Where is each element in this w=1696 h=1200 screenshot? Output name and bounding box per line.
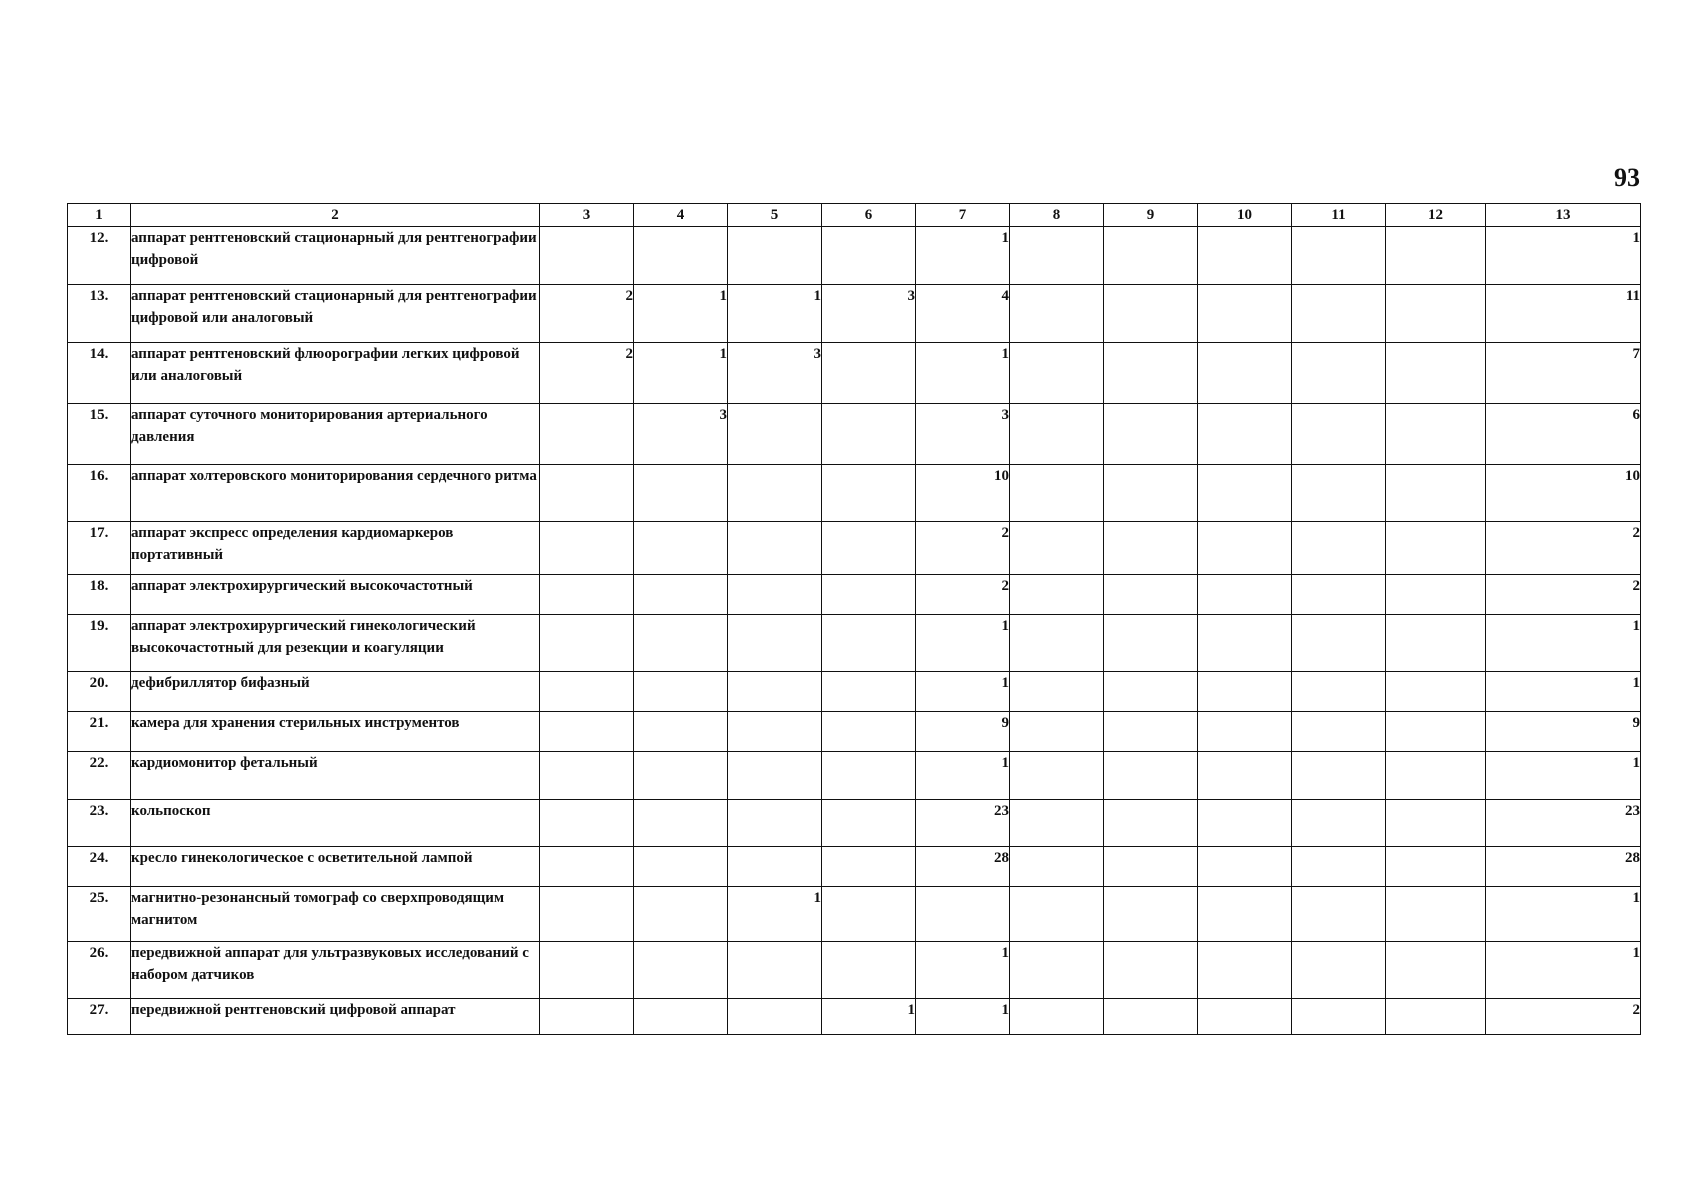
- value-cell-12: [1386, 343, 1486, 404]
- value-cell-13: 23: [1486, 800, 1641, 847]
- value-cell-6: [822, 465, 916, 522]
- value-cell-3: [540, 465, 634, 522]
- equipment-name: передвижной рентгеновский цифровой аппарат: [131, 999, 540, 1035]
- row-number: 12.: [68, 227, 131, 285]
- value-cell-12: [1386, 887, 1486, 942]
- table-row: [68, 847, 1641, 887]
- row-number: 16.: [68, 465, 131, 522]
- value-cell-9: [1104, 404, 1198, 465]
- value-cell-6: [822, 227, 916, 285]
- column-header-2: 2: [131, 204, 540, 227]
- value-cell-9: [1104, 847, 1198, 887]
- value-cell-13: 1: [1486, 942, 1641, 999]
- value-cell-3: [540, 847, 634, 887]
- table-row: [68, 752, 1641, 800]
- table-row: [68, 942, 1641, 999]
- column-header-12: 12: [1386, 204, 1486, 227]
- value-cell-7: 2: [916, 522, 1010, 575]
- value-cell-4: [634, 800, 728, 847]
- row-number: 19.: [68, 615, 131, 672]
- value-cell-12: [1386, 800, 1486, 847]
- value-cell-3: [540, 227, 634, 285]
- value-cell-13: 1: [1486, 227, 1641, 285]
- value-cell-7: 3: [916, 404, 1010, 465]
- value-cell-7: 1: [916, 343, 1010, 404]
- value-cell-8: [1010, 672, 1104, 712]
- row-number: 14.: [68, 343, 131, 404]
- value-cell-9: [1104, 343, 1198, 404]
- value-cell-3: [540, 942, 634, 999]
- value-cell-6: 3: [822, 285, 916, 343]
- value-cell-11: [1292, 227, 1386, 285]
- value-cell-3: [540, 404, 634, 465]
- column-header-4: 4: [634, 204, 728, 227]
- table-row: [68, 615, 1641, 672]
- value-cell-12: [1386, 942, 1486, 999]
- value-cell-3: 2: [540, 285, 634, 343]
- value-cell-10: [1198, 712, 1292, 752]
- value-cell-4: [634, 615, 728, 672]
- value-cell-4: [634, 672, 728, 712]
- column-header-10: 10: [1198, 204, 1292, 227]
- value-cell-8: [1010, 343, 1104, 404]
- value-cell-5: [728, 404, 822, 465]
- value-cell-9: [1104, 942, 1198, 999]
- value-cell-8: [1010, 999, 1104, 1035]
- value-cell-10: [1198, 999, 1292, 1035]
- value-cell-9: [1104, 999, 1198, 1035]
- equipment-table: [67, 203, 1641, 1035]
- equipment-name: аппарат электрохирургический высокочастотный: [131, 575, 540, 615]
- value-cell-5: [728, 847, 822, 887]
- value-cell-9: [1104, 672, 1198, 712]
- row-number: 27.: [68, 999, 131, 1035]
- value-cell-6: [822, 343, 916, 404]
- equipment-name: магнитно-резонансный томограф со сверхпроводящим магнитом: [131, 887, 540, 942]
- value-cell-11: [1292, 522, 1386, 575]
- value-cell-12: [1386, 672, 1486, 712]
- column-header-3: 3: [540, 204, 634, 227]
- value-cell-6: [822, 672, 916, 712]
- value-cell-7: 10: [916, 465, 1010, 522]
- value-cell-10: [1198, 465, 1292, 522]
- equipment-name: аппарат рентгеновский флюорографии легких цифровой или аналоговый: [131, 343, 540, 404]
- value-cell-9: [1104, 887, 1198, 942]
- value-cell-12: [1386, 712, 1486, 752]
- value-cell-8: [1010, 285, 1104, 343]
- value-cell-13: 2: [1486, 575, 1641, 615]
- value-cell-11: [1292, 672, 1386, 712]
- value-cell-10: [1198, 522, 1292, 575]
- value-cell-12: [1386, 752, 1486, 800]
- row-number: 15.: [68, 404, 131, 465]
- value-cell-9: [1104, 285, 1198, 343]
- equipment-name: аппарат суточного мониторирования артериального давления: [131, 404, 540, 465]
- value-cell-3: [540, 672, 634, 712]
- value-cell-11: [1292, 887, 1386, 942]
- value-cell-8: [1010, 712, 1104, 752]
- value-cell-8: [1010, 752, 1104, 800]
- value-cell-7: 9: [916, 712, 1010, 752]
- value-cell-5: [728, 522, 822, 575]
- value-cell-3: 2: [540, 343, 634, 404]
- value-cell-7: [916, 887, 1010, 942]
- equipment-name: аппарат рентгеновский стационарный для рентгенографии цифровой или аналоговый: [131, 285, 540, 343]
- value-cell-13: 1: [1486, 615, 1641, 672]
- value-cell-4: [634, 847, 728, 887]
- value-cell-13: 7: [1486, 343, 1641, 404]
- value-cell-8: [1010, 465, 1104, 522]
- equipment-name: кресло гинекологическое с осветительной лампой: [131, 847, 540, 887]
- value-cell-8: [1010, 522, 1104, 575]
- value-cell-13: 2: [1486, 999, 1641, 1035]
- value-cell-11: [1292, 847, 1386, 887]
- row-number: 17.: [68, 522, 131, 575]
- value-cell-4: 1: [634, 343, 728, 404]
- value-cell-6: [822, 800, 916, 847]
- value-cell-4: [634, 942, 728, 999]
- value-cell-6: [822, 847, 916, 887]
- value-cell-7: 1: [916, 942, 1010, 999]
- equipment-name: аппарат рентгеновский стационарный для рентгенографии цифровой: [131, 227, 540, 285]
- value-cell-12: [1386, 404, 1486, 465]
- column-header-13: 13: [1486, 204, 1641, 227]
- value-cell-6: [822, 615, 916, 672]
- value-cell-7: 1: [916, 999, 1010, 1035]
- table-row: [68, 575, 1641, 615]
- table-row: [68, 404, 1641, 465]
- value-cell-11: [1292, 285, 1386, 343]
- table-row: [68, 887, 1641, 942]
- value-cell-6: [822, 942, 916, 999]
- value-cell-4: [634, 712, 728, 752]
- column-header-9: 9: [1104, 204, 1198, 227]
- value-cell-12: [1386, 227, 1486, 285]
- value-cell-11: [1292, 800, 1386, 847]
- value-cell-11: [1292, 752, 1386, 800]
- value-cell-12: [1386, 575, 1486, 615]
- row-number: 23.: [68, 800, 131, 847]
- value-cell-6: [822, 887, 916, 942]
- value-cell-8: [1010, 227, 1104, 285]
- value-cell-9: [1104, 465, 1198, 522]
- value-cell-11: [1292, 942, 1386, 999]
- value-cell-13: 9: [1486, 712, 1641, 752]
- value-cell-5: 1: [728, 285, 822, 343]
- value-cell-5: [728, 800, 822, 847]
- value-cell-3: [540, 999, 634, 1035]
- value-cell-13: 2: [1486, 522, 1641, 575]
- value-cell-12: [1386, 847, 1486, 887]
- value-cell-8: [1010, 800, 1104, 847]
- value-cell-10: [1198, 847, 1292, 887]
- value-cell-3: [540, 575, 634, 615]
- value-cell-6: [822, 752, 916, 800]
- column-header-11: 11: [1292, 204, 1386, 227]
- table-body: [68, 227, 1641, 1035]
- equipment-name: дефибриллятор бифазный: [131, 672, 540, 712]
- value-cell-10: [1198, 672, 1292, 712]
- value-cell-13: 1: [1486, 752, 1641, 800]
- value-cell-9: [1104, 800, 1198, 847]
- value-cell-8: [1010, 575, 1104, 615]
- value-cell-9: [1104, 615, 1198, 672]
- value-cell-10: [1198, 615, 1292, 672]
- value-cell-10: [1198, 575, 1292, 615]
- value-cell-6: [822, 712, 916, 752]
- column-header-1: 1: [68, 204, 131, 227]
- table-row: [68, 672, 1641, 712]
- equipment-name: передвижной аппарат для ультразвуковых исследований с набором датчиков: [131, 942, 540, 999]
- header-row: [68, 204, 1641, 227]
- value-cell-11: [1292, 999, 1386, 1035]
- row-number: 24.: [68, 847, 131, 887]
- value-cell-3: [540, 800, 634, 847]
- value-cell-3: [540, 712, 634, 752]
- value-cell-5: [728, 575, 822, 615]
- table-row: [68, 999, 1641, 1035]
- page-number: 93: [1614, 163, 1640, 192]
- value-cell-4: [634, 887, 728, 942]
- table-row: [68, 343, 1641, 404]
- value-cell-6: 1: [822, 999, 916, 1035]
- value-cell-3: [540, 615, 634, 672]
- table-row: [68, 227, 1641, 285]
- row-number: 18.: [68, 575, 131, 615]
- value-cell-4: [634, 465, 728, 522]
- equipment-name: аппарат электрохирургический гинекологический высокочастотный для резекции и коагуляции: [131, 615, 540, 672]
- value-cell-12: [1386, 465, 1486, 522]
- value-cell-5: [728, 712, 822, 752]
- value-cell-3: [540, 522, 634, 575]
- value-cell-10: [1198, 942, 1292, 999]
- row-number: 26.: [68, 942, 131, 999]
- value-cell-8: [1010, 887, 1104, 942]
- value-cell-11: [1292, 615, 1386, 672]
- equipment-name: аппарат холтеровского мониторирования сердечного ритма: [131, 465, 540, 522]
- value-cell-12: [1386, 615, 1486, 672]
- table-row: [68, 465, 1641, 522]
- value-cell-9: [1104, 575, 1198, 615]
- value-cell-8: [1010, 847, 1104, 887]
- column-header-8: 8: [1010, 204, 1104, 227]
- value-cell-7: 2: [916, 575, 1010, 615]
- value-cell-7: 1: [916, 752, 1010, 800]
- value-cell-4: [634, 752, 728, 800]
- value-cell-13: 1: [1486, 672, 1641, 712]
- value-cell-11: [1292, 575, 1386, 615]
- value-cell-10: [1198, 227, 1292, 285]
- value-cell-9: [1104, 522, 1198, 575]
- value-cell-4: [634, 522, 728, 575]
- value-cell-13: 1: [1486, 887, 1641, 942]
- table-row: [68, 800, 1641, 847]
- value-cell-12: [1386, 285, 1486, 343]
- value-cell-13: 11: [1486, 285, 1641, 343]
- value-cell-13: 10: [1486, 465, 1641, 522]
- value-cell-7: 1: [916, 672, 1010, 712]
- value-cell-12: [1386, 522, 1486, 575]
- value-cell-10: [1198, 285, 1292, 343]
- value-cell-5: 3: [728, 343, 822, 404]
- table-row: [68, 285, 1641, 343]
- value-cell-11: [1292, 343, 1386, 404]
- value-cell-5: [728, 752, 822, 800]
- value-cell-10: [1198, 887, 1292, 942]
- equipment-name: кардиомонитор фетальный: [131, 752, 540, 800]
- value-cell-10: [1198, 343, 1292, 404]
- row-number: 25.: [68, 887, 131, 942]
- value-cell-5: [728, 942, 822, 999]
- value-cell-9: [1104, 227, 1198, 285]
- row-number: 21.: [68, 712, 131, 752]
- value-cell-10: [1198, 752, 1292, 800]
- column-header-5: 5: [728, 204, 822, 227]
- value-cell-5: 1: [728, 887, 822, 942]
- equipment-name: камера для хранения стерильных инструментов: [131, 712, 540, 752]
- value-cell-5: [728, 465, 822, 522]
- value-cell-4: [634, 227, 728, 285]
- value-cell-7: 4: [916, 285, 1010, 343]
- row-number: 22.: [68, 752, 131, 800]
- equipment-name: кольпоскоп: [131, 800, 540, 847]
- value-cell-10: [1198, 800, 1292, 847]
- table-header: [68, 204, 1641, 227]
- value-cell-13: 6: [1486, 404, 1641, 465]
- value-cell-5: [728, 999, 822, 1035]
- value-cell-6: [822, 404, 916, 465]
- table-row: [68, 712, 1641, 752]
- row-number: 13.: [68, 285, 131, 343]
- value-cell-13: 28: [1486, 847, 1641, 887]
- value-cell-8: [1010, 942, 1104, 999]
- table-row: [68, 522, 1641, 575]
- value-cell-7: 23: [916, 800, 1010, 847]
- value-cell-7: 28: [916, 847, 1010, 887]
- value-cell-4: 1: [634, 285, 728, 343]
- equipment-name: аппарат экспресс определения кардиомаркеров портативный: [131, 522, 540, 575]
- value-cell-8: [1010, 615, 1104, 672]
- value-cell-4: [634, 999, 728, 1035]
- value-cell-8: [1010, 404, 1104, 465]
- value-cell-6: [822, 575, 916, 615]
- value-cell-10: [1198, 404, 1292, 465]
- value-cell-11: [1292, 712, 1386, 752]
- value-cell-9: [1104, 712, 1198, 752]
- value-cell-5: [728, 227, 822, 285]
- value-cell-6: [822, 522, 916, 575]
- column-header-6: 6: [822, 204, 916, 227]
- value-cell-11: [1292, 404, 1386, 465]
- row-number: 20.: [68, 672, 131, 712]
- value-cell-4: 3: [634, 404, 728, 465]
- value-cell-9: [1104, 752, 1198, 800]
- value-cell-5: [728, 672, 822, 712]
- value-cell-5: [728, 615, 822, 672]
- value-cell-12: [1386, 999, 1486, 1035]
- column-header-7: 7: [916, 204, 1010, 227]
- value-cell-11: [1292, 465, 1386, 522]
- value-cell-7: 1: [916, 227, 1010, 285]
- value-cell-7: 1: [916, 615, 1010, 672]
- value-cell-4: [634, 575, 728, 615]
- value-cell-3: [540, 752, 634, 800]
- value-cell-3: [540, 887, 634, 942]
